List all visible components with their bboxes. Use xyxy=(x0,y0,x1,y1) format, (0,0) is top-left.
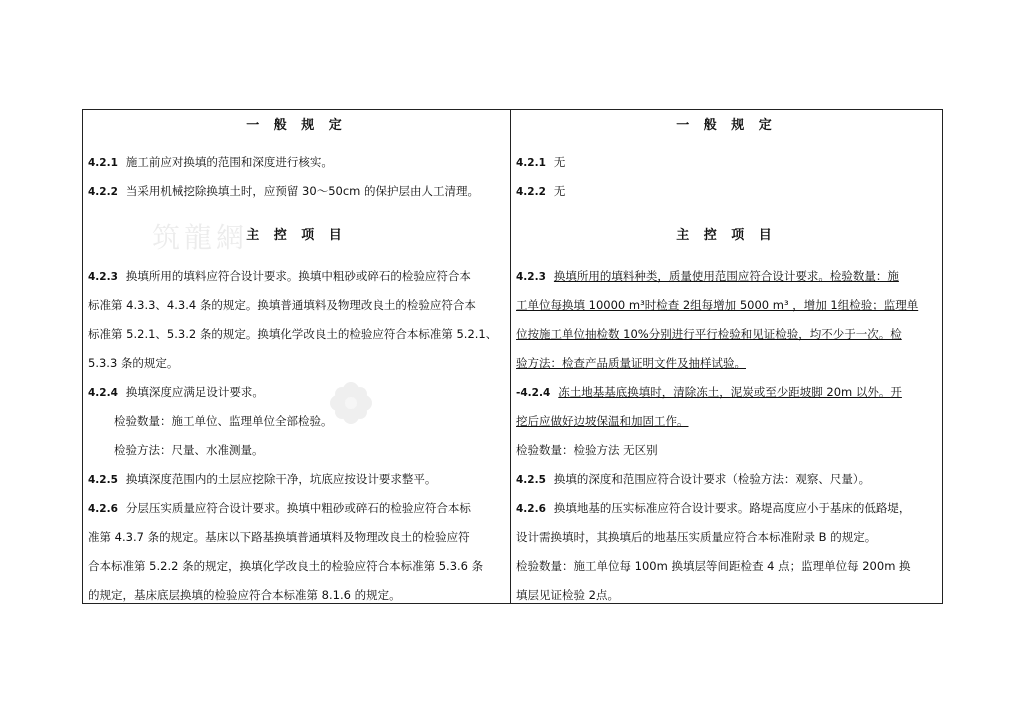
item-text: 换填深度应满足设计要求。 xyxy=(125,385,264,399)
item-number: 4.2.2 xyxy=(88,186,118,198)
right-item-4-2-6-line: 填层见证检验 2点。 xyxy=(516,588,619,602)
right-heading-general: 一 般 规 定 xyxy=(676,118,777,133)
item-text: 挖后应做好边坡保温和加固工作。 xyxy=(516,414,689,428)
left-item-4-2-3-line: 标准第 4.3.3、4.3.4 条的规定。换填普通填料及物理改良土的检验应符合本 xyxy=(88,298,476,312)
item-text: 换填深度范围内的土层应挖除干净，坑底应按设计要求整平。 xyxy=(125,472,437,486)
right-column xyxy=(511,110,942,603)
item-text: 无 xyxy=(553,184,566,198)
item-number: -4.2.4 xyxy=(516,387,551,399)
right-item-4-2-1 xyxy=(516,148,938,178)
left-item-4-2-6-line: 的规定，基床底层换填的检验应符合本标准第 8.1.6 的规定。 xyxy=(88,588,401,602)
item-number: 4.2.4 xyxy=(88,387,118,399)
right-item-4-2-6 xyxy=(516,494,938,524)
item-text: 验方法：检查产品质量证明文件及抽样试验。 xyxy=(516,356,746,370)
item-number: 4.2.3 xyxy=(516,271,546,283)
item-text: 无 xyxy=(553,155,566,169)
left-item-4-2-4-qty: 检验数量：施工单位、监理单位全部检验。 xyxy=(114,414,333,428)
right-item-4-2-5 xyxy=(516,465,938,495)
right-item-4-2-4 xyxy=(516,378,938,408)
item-text: 当采用机械挖除换填土时，应预留 30～50cm 的保护层由人工清理。 xyxy=(125,184,480,198)
right-item-4-2-3-line: 工单位每换填 10000 m³时检查 2组每增加 5000 m³ ，增加 1组检验；监理单 xyxy=(516,298,919,312)
item-text: 冻土地基基底换填时，清除冻土，泥炭或至少距坡脚 20m 以外。开 xyxy=(558,385,902,399)
item-number: 4.2.5 xyxy=(516,474,546,486)
item-number: 4.2.6 xyxy=(88,503,118,515)
item-number: 4.2.1 xyxy=(516,157,546,169)
item-text: 分层压实质量应符合设计要求。换填中粗砂或碎石的检验应符合本标 xyxy=(125,501,471,515)
left-item-4-2-6-line: 准第 4.3.7 条的规定。基床以下路基换填普通填料及物理改良土的检验应符 xyxy=(88,530,470,544)
right-item-4-2-4-line xyxy=(516,407,938,436)
right-item-4-2-6-line: 设计需换填时，其换填后的地基压实质量应符合本标准附录 B 的规定。 xyxy=(516,530,877,544)
right-item-4-2-3-line xyxy=(516,349,938,378)
left-heading-general: 一 般 规 定 xyxy=(246,118,347,133)
right-item-4-2-6-line: 检验数量：施工单位每 100m 换填层等间距检查 4 点；监理单位每 200m 换 xyxy=(516,559,911,573)
item-number: 4.2.5 xyxy=(88,474,118,486)
right-item-4-2-3 xyxy=(516,262,938,292)
item-number: 4.2.6 xyxy=(516,503,546,515)
item-text: 换填所用的填料应符合设计要求。换填中粗砂或碎石的检验应符合本 xyxy=(125,269,471,283)
watermark-text: 筑龍網 xyxy=(152,221,249,254)
right-item-4-2-4-extra: 检验数量：检验方法 无区别 xyxy=(516,443,658,457)
left-item-4-2-4 xyxy=(88,378,506,408)
left-heading-main: 主 控 项 目 xyxy=(246,228,347,243)
item-number: 4.2.2 xyxy=(516,186,546,198)
right-item-4-2-3-line: 位按施工单位抽检数 10%分别进行平行检验和见证检验，均不少于一次。检 xyxy=(516,327,902,341)
comparison-table xyxy=(82,109,943,604)
left-item-4-2-4-method: 检验方法：尺量、水准测量。 xyxy=(114,443,264,457)
item-number: 4.2.3 xyxy=(88,271,118,283)
right-item-4-2-2 xyxy=(516,177,938,207)
item-text: 换填地基的压实标准应符合设计要求。路堤高度应小于基床的低路堤， xyxy=(553,501,911,515)
left-item-4-2-6-line: 合本标准第 5.2.2 条的规定，换填化学改良土的检验应符合本标准第 5.3.6 条 xyxy=(88,559,484,573)
item-text: 换填的深度和范围应符合设计要求（检验方法：观察、尺量）。 xyxy=(553,472,871,486)
left-column xyxy=(83,110,511,603)
left-item-4-2-1 xyxy=(88,148,506,178)
item-number: 4.2.1 xyxy=(88,157,118,169)
left-item-4-2-5 xyxy=(88,465,506,495)
left-item-4-2-3 xyxy=(88,262,506,292)
left-item-4-2-6 xyxy=(88,494,506,524)
left-item-4-2-2 xyxy=(88,177,506,207)
item-text: 换填所用的填料种类，质量使用范围应符合设计要求。检验数量：施 xyxy=(553,269,899,283)
item-text: 施工前应对换填的范围和深度进行核实。 xyxy=(125,155,333,169)
left-item-4-2-3-line: 5.3.3 条的规定。 xyxy=(88,356,179,370)
left-item-4-2-3-line: 标准第 5.2.1、5.3.2 条的规定。换填化学改良土的检验应符合本标准第 5.2.1、 xyxy=(88,327,498,341)
right-heading-main: 主 控 项 目 xyxy=(676,228,777,243)
